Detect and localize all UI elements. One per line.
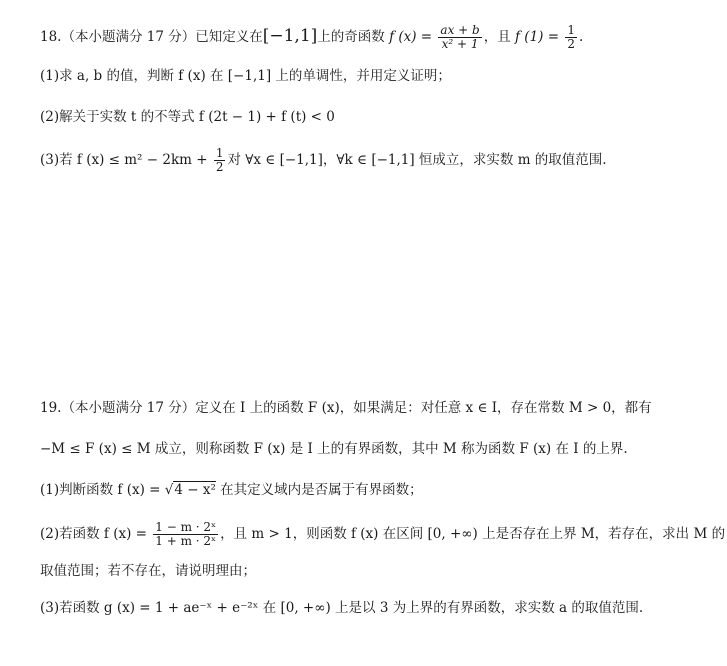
q18-part3-den: 2 [215, 160, 224, 174]
q18-title-line [40, 24, 583, 51]
q19-part2-den: 1 + m · 2ˣ [155, 534, 217, 548]
q18-part3-frac [214, 147, 226, 174]
q18-lead: 18.（本小题满分 17 分）已知定义在 [40, 29, 263, 45]
q19-part2-num: 1 − m · 2ˣ [155, 520, 217, 534]
q18-half-den: 2 [567, 37, 575, 51]
q18-part3-line [40, 147, 607, 174]
q18-interval: [−1,1] [262, 26, 318, 46]
q18-part2: (2)解关于实数 t 的不等式 f (2t − 1) + f (t) < 0 [40, 109, 335, 125]
q18-mid2: ，且 [483, 29, 511, 45]
q19-part1-root: 4 − x² [174, 482, 216, 498]
q18-frac-num: ax + b [440, 23, 480, 37]
q19-part1-b: 在其定义域内是否属于有界函数； [220, 482, 423, 498]
q19-part1-a: (1)判断函数 f (x) = [40, 482, 161, 498]
q19-part2-frac [153, 521, 218, 548]
q18-half-num: 1 [567, 23, 575, 37]
q18-fx: f (x) = [389, 29, 433, 45]
q19-line2: −M ≤ F (x) ≤ M 成立，则称函数 F (x) 是 I 上的有界函数，其中 M 称为函数 F (x) 在 I 的上界. [40, 441, 628, 457]
q19-part2-a: (2)若函数 f (x) = [40, 526, 147, 542]
q18-end: . [578, 29, 584, 45]
q19-part1-line [40, 480, 423, 500]
q19-part3: (3)若函数 g (x) = 1 + ae⁻ˣ + e⁻²ˣ 在 [0, +∞) 上是以 3 为上界的有界函数，求实数 a 的取值范围. [40, 600, 644, 616]
q18-part3-b: 对 ∀x ∈ [−1,1]，∀k ∈ [−1,1] 恒成立，求实数 m 的取值范围. [227, 152, 607, 168]
q19-part2-c: 取值范围；若不存在，请说明理由； [40, 563, 256, 579]
q19-part2-line [40, 521, 725, 548]
q18-frac-den: x² + 1 [441, 37, 479, 51]
q18-mid: 上的奇函数 [317, 29, 385, 45]
q18-part1: (1)求 a, b 的值，判断 f (x) 在 [−1,1] 上的单调性，并用定义证明； [40, 68, 451, 84]
q18-part3-num: 1 [215, 146, 224, 160]
q19-part2-b: ，且 m > 1，则函数 f (x) 在区间 [0, +∞) 上是否存在上界 M，若存在，求出 M 的 [220, 526, 726, 542]
sqrt-icon: √ [164, 482, 174, 498]
q18-fraction [438, 24, 481, 51]
q18-part3-a: (3)若 f (x) ≤ m² − 2km + [40, 152, 208, 168]
q19-line1: 19.（本小题满分 17 分）定义在 I 上的函数 F (x)，如果满足：对任意 x ∈ I，存在常数 M > 0，都有 [40, 400, 652, 416]
q18-half [565, 24, 577, 51]
q18-f1: f (1) = [515, 29, 560, 45]
